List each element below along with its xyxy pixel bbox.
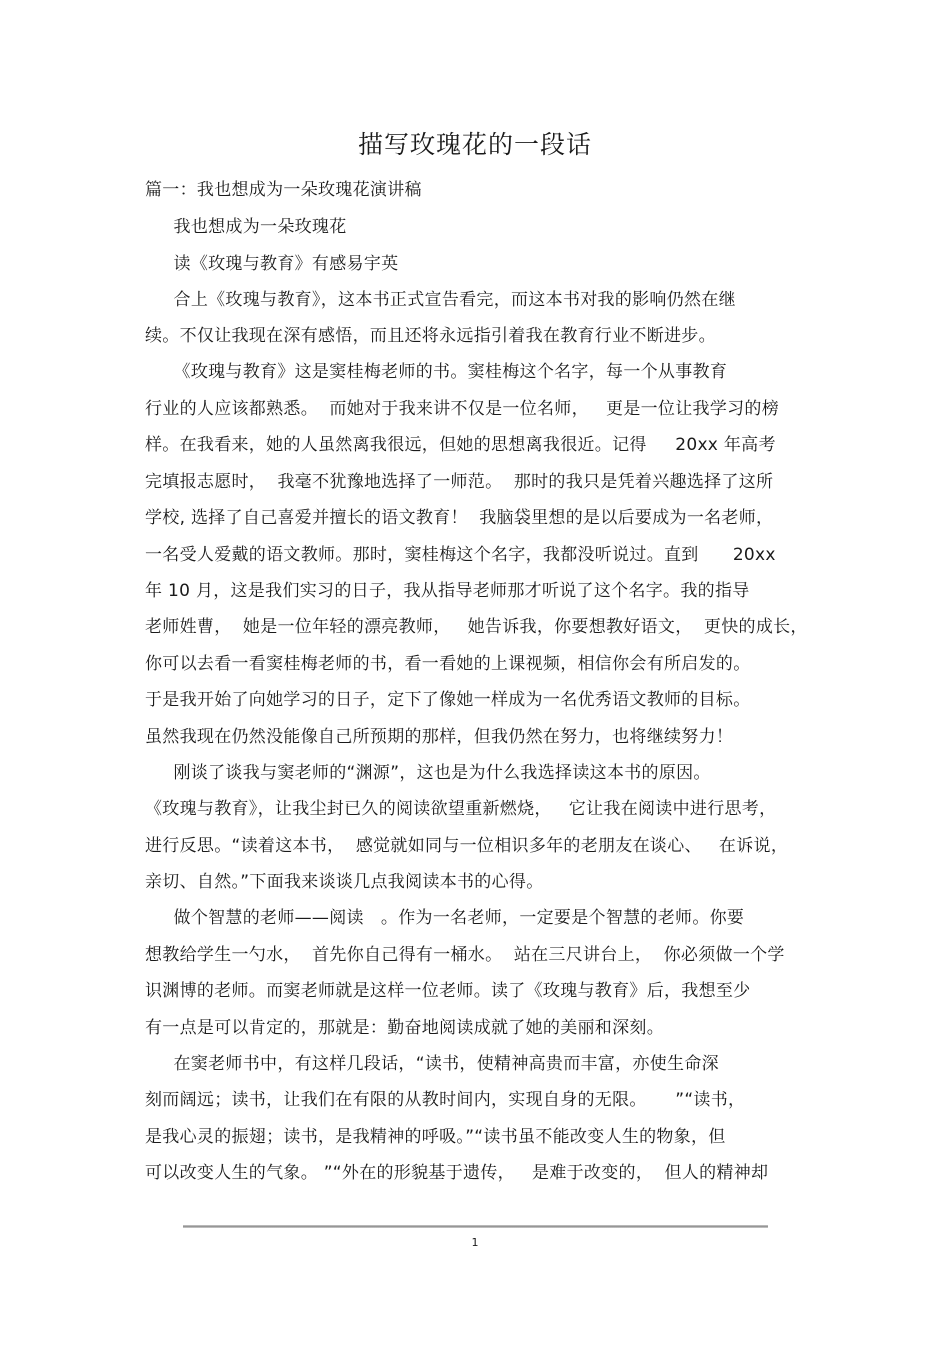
text-line: 可以改变人生的气象。 ”“外在的形貌基于遗传， 是难于改变的， 但人的精神却 [145,1163,769,1183]
text-line: 学校, 选择了自己喜爱并擅长的语文教育！ 我脑袋里想的是以后要成为一名老师， [145,508,774,528]
text-line: 老师姓曹， 她是一位年轻的漂亮教师， 她告诉我，你要想教好语文， 更快的成长， [145,617,808,637]
text-line: 篇一：我也想成为一朵玫瑰花演讲稿 [145,180,422,200]
text-line: 《玫瑰与教育》这是窦桂梅老师的书。窦桂梅这个名字，每一个从事教育 [145,362,728,382]
text-line: 做个智慧的老师——阅读 。作为一名老师，一定要是个智慧的老师。你要 [145,908,745,928]
text-line: 进行反思。“读着这本书， 感觉就如同与一位相识多年的老朋友在谈心、 在诉说， [145,836,789,856]
text-line: 你可以去看一看窦桂梅老师的书，看一看她的上课视频，相信你会有所启发的。 [145,654,751,674]
text-line: 在窦老师书中，有这样几段话，“读书，使精神高贵而丰富，亦使生命深 [145,1054,719,1074]
text-line: 我也想成为一朵玫瑰花 [145,217,347,237]
document-title: 描写玫瑰花的一段话 [357,130,592,159]
text-line: 合上《玫瑰与教育》，这本书正式宣告看完，而这本书对我的影响仍然在继 [145,290,736,310]
text-line: 刚谈了谈我与窦老师的“渊源”，这也是为什么我选择读这本书的原因。 [145,763,711,783]
text-line: 是我心灵的振翅；读书，是我精神的呼吸。”“读书虽不能改变人生的物象，但 [145,1127,726,1147]
text-line: 读《玫瑰与教育》有感易宇英 [145,254,399,274]
text-line: 年 10 月，这是我们实习的日子，我从指导老师那才听说了这个名字。我的指导 [145,581,750,601]
text-line: 续。不仅让我现在深有感悟，而且还将永远指引着我在教育行业不断进步。 [145,326,716,346]
text-line: 于是我开始了向她学习的日子，定下了像她一样成为一名优秀语文教师的目标。 [145,690,751,710]
text-line: 想教给学生一勺水， 首先你自己得有一桶水。 站在三尺讲台上， 你必须做一个学 [145,945,785,965]
text-line: 刻而阔远；读书，让我们在有限的从教时间内，实现自身的无限。 ”“读书， [145,1090,746,1110]
text-line: 识渊博的老师。而窦老师就是这样一位老师。读了《玫瑰与教育》后，我想至少 [145,981,751,1001]
text-line: 《玫瑰与教育》，让我尘封已久的阅读欲望重新燃烧， 它让我在阅读中进行思考， [145,799,777,819]
text-line: 行业的人应该都熟悉。 而她对于我来讲不仅是一位名师， 更是一位让我学习的榜 [145,399,780,419]
text-line: 样。在我看来，她的人虽然离我很远，但她的思想离我很近。记得 20xx 年高考 [145,435,776,455]
text-line: 有一点是可以肯定的，那就是：勤奋地阅读成就了她的美丽和深刻。 [145,1018,664,1038]
page-number: 1 [471,1236,479,1249]
footer-divider [183,1225,768,1228]
text-line: 虽然我现在仍然没能像自己所预期的那样，但我仍然在努力，也将继续努力！ [145,727,734,747]
text-line: 亲切、自然。”下面我来谈谈几点我阅读本书的心得。 [145,872,544,892]
text-line: 一名受人爱戴的语文教师。那时，窦桂梅这个名字，我都没听说过。直到 20xx [145,545,776,565]
text-line: 完填报志愿时， 我毫不犹豫地选择了一师范。 那时的我只是凭着兴趣选择了这所 [145,472,774,492]
